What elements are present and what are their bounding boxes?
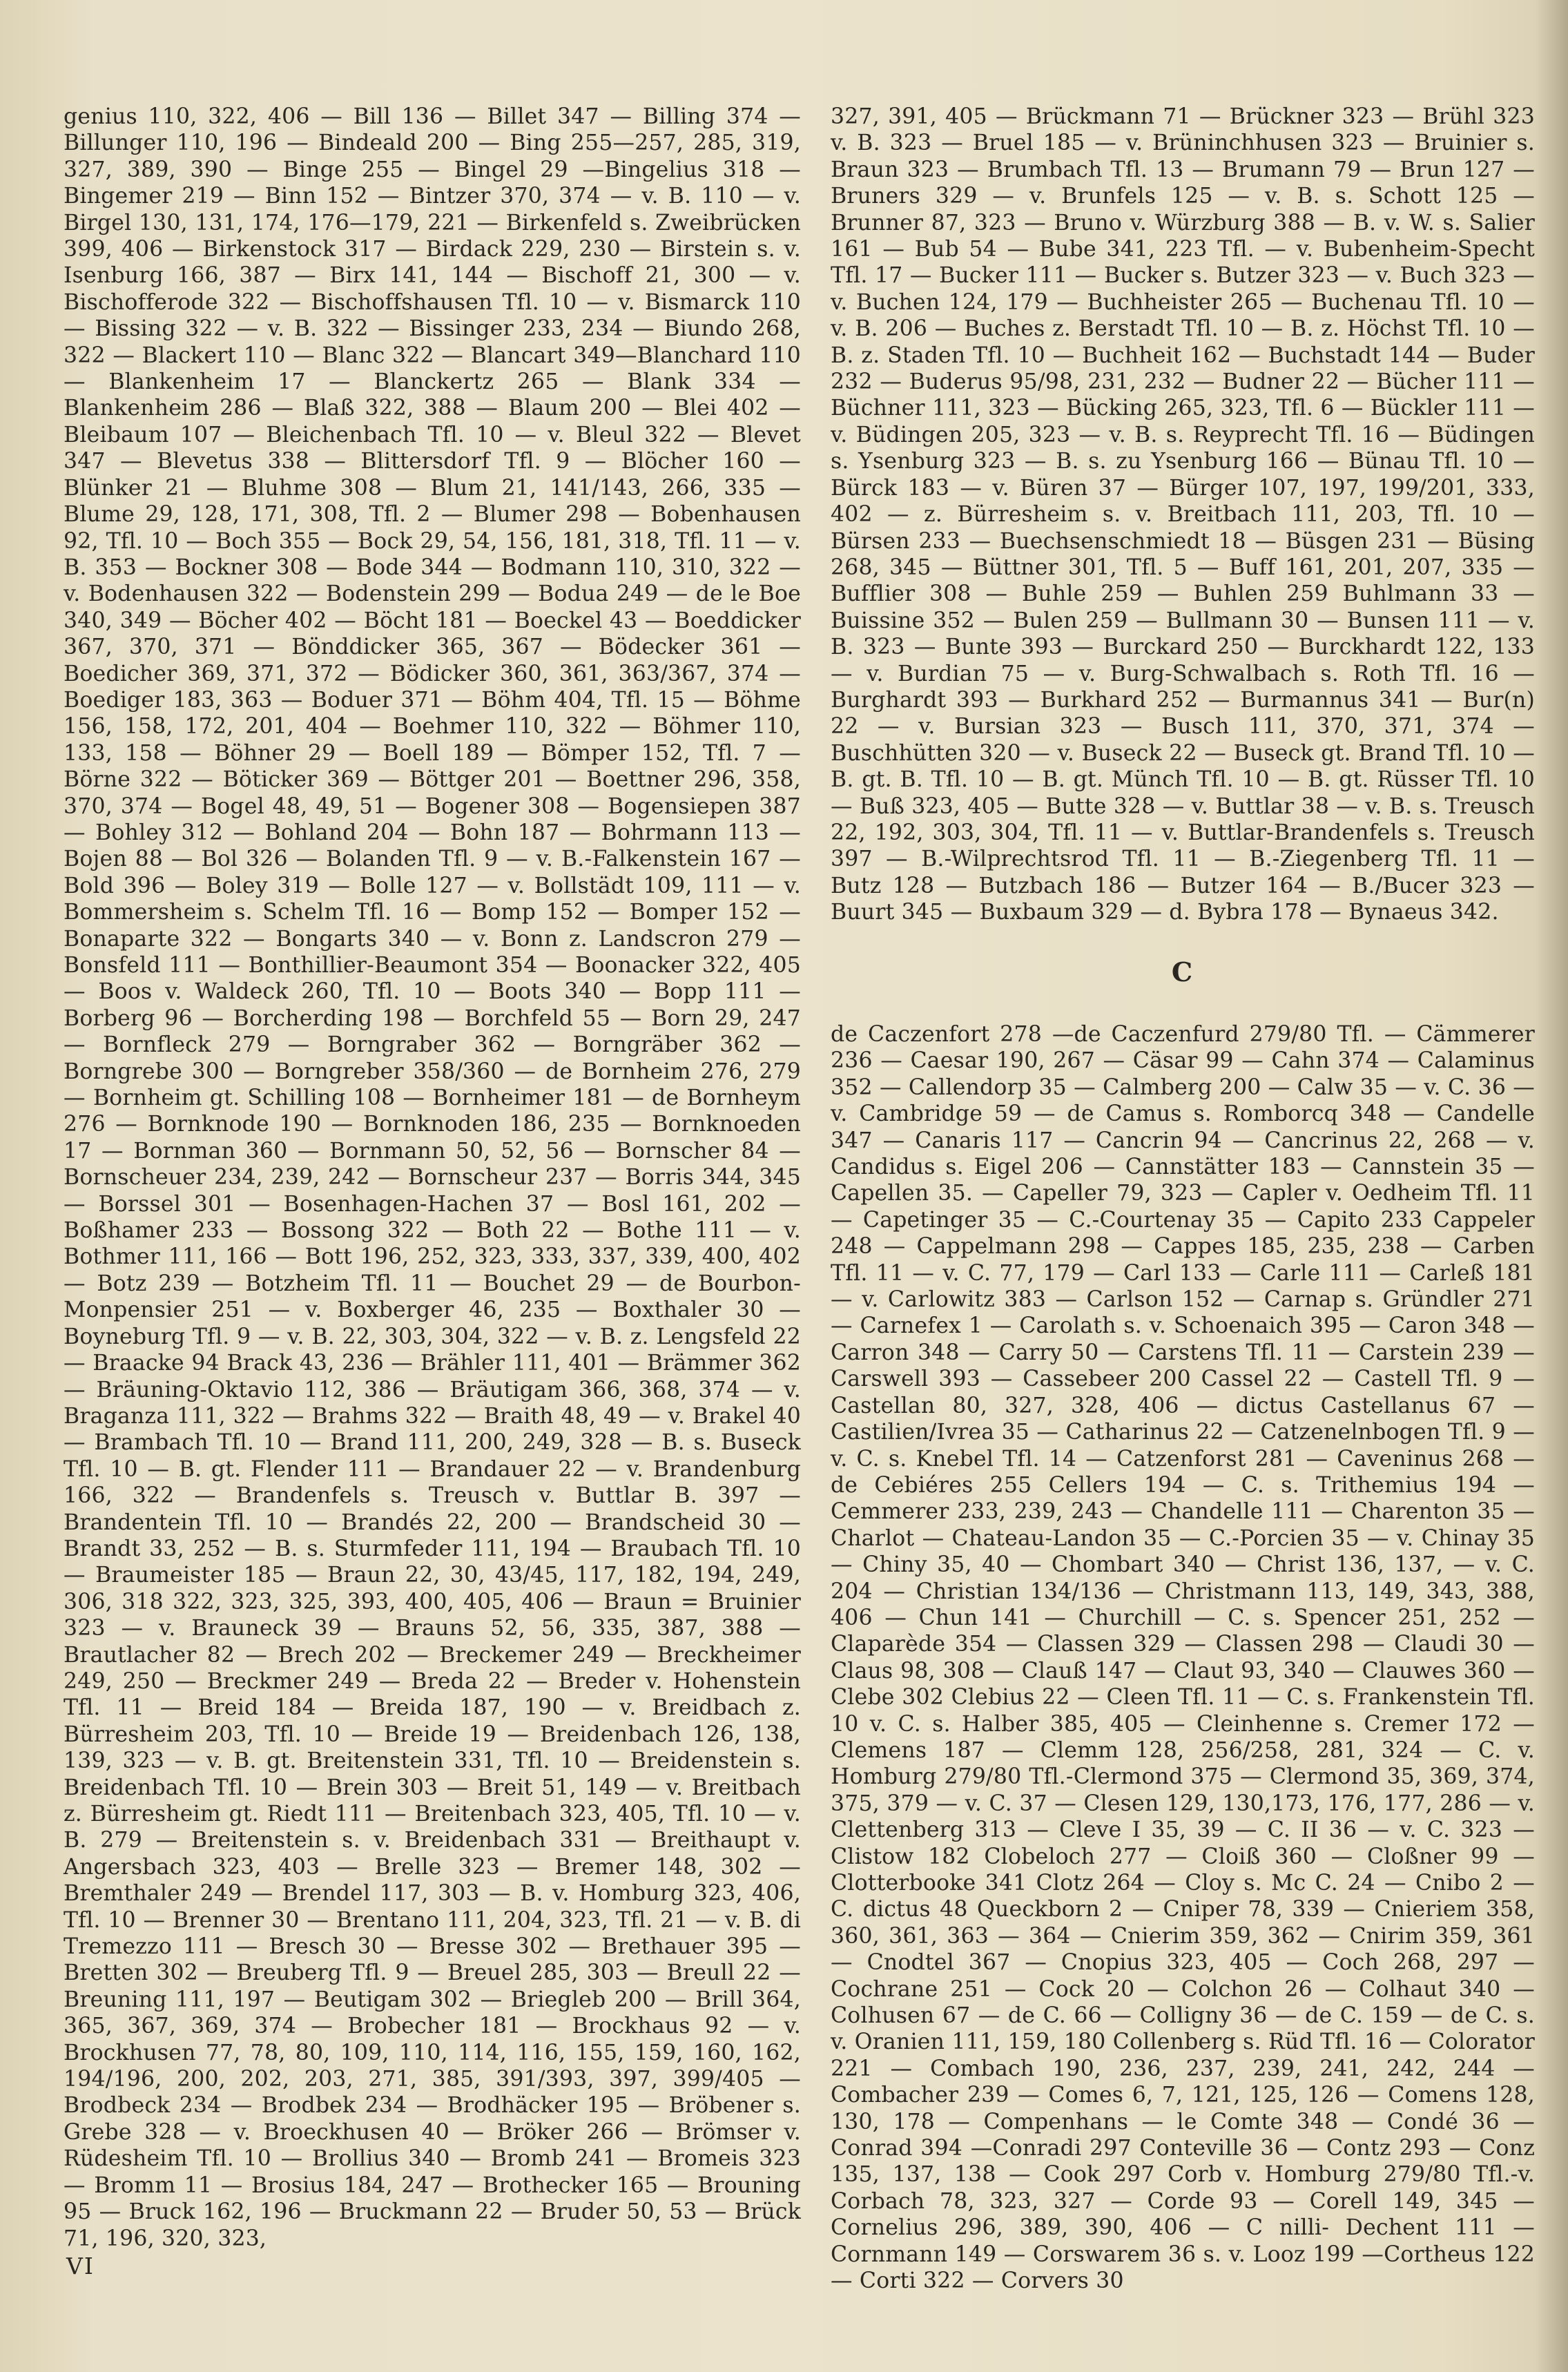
right-column-bottom-text: de Caczenfort 278 —de Caczenfurd 279/80 Tfl. — Cämmerer 236 — Caesar 190, 267 — Cäsar 99 — Cahn 374 — Calaminus 352 — Callendorp 35 — Calmberg 200 — Calw 35 — v. C. 36 — v. Cambridge 59 — de Camus s. Romborcq 348 — Candelle 347 — Canaris 117 — Cancrin 94 — Cancrinus 22, 268 — v. Candidus s. Eigel 206 — Cannstätter 183 — Cannstein 35 — Capellen 35. — Capeller 79, 323 — Capler v. Oedheim Tfl. 11 — Capetinger 35 — C.-Courtenay 35 — Capito 233 Cappeler 248 — Cappelmann 298 — Cappes 185, 235, 238 — Carben Tfl. 11 — v. C. 77, 179 — Carl 133 — Carle 111 — Carleß 181 — v. Carlowitz 383 — Carlson 152 — Carnap s. Gründler 271 — Carnefex 1 — Carolath s. v. Schoenaich 395 — Caron 348 — Carron 348 — Carry 50 — Carstens Tfl. 11 — Carstein 239 —Carswell 393 — Cassebeer 200 Cassel 22 — Castell Tfl. 9 — Castellan 80, 327, 328, 406 — dictus Castellanus 67 — Castilien/Ivrea 35 — Catharinus 22 — Catzenelnbogen Tfl. 9 — v. C. s. Knebel Tfl. 14 — Catzenforst 281 — Caveninus 268 — de Cebiéres 255 Cellers 194 — C. s. Trithemius 194 — Cemmerer 233, 239, 243 — Chandelle 111 — Charenton 35 — Charlot — Chateau-Landon 35 — C.-Porcien 35 — v. Chinay 35 — Chiny 35, 40 — Chombart 340 — Christ 136, 137, — v. C. 204 — Christian 134/136 — Christmann 113, 149, 343, 388, 406 — Chun 141 — Churchill — C. s. Spencer 251, 252 — Claparède 354 — Classen 329 — Classen 298 — Claudi 30 — Claus 98, 308 — Clauß 147 — Claut 93, 340 — Clauwes 360 — Clebe 302 Clebius 22 — Cleen Tfl. 11 — C. s. Frankenstein Tfl. 10 v. C. s. Halber 385, 405 — Cleinhenne s. Cremer 172 — Clemens 187 — Clemm 128, 256/258, 281, 324 — C. v. Homburg 279/80 Tfl.-Clermond 375 — Clermond 35, 369, 374, 375, 379 — v. C. 37 — Clesen 129, 130,173, 176, 177, 286 — v. Clettenberg 313 — Cleve I 35, 39 — C. II 36 — v. C. 323 —Clistow 182 Clobeloch 277 — Cloiß 360 — Cloßner 99 — Clotterbooke 341 Clotz 264 — Cloy s. Mc C. 24 — Cnibo 2 — C. dictus 48 Queckborn 2 — Cniper 78, 339 — Cnieriem 358, 360, 361, 363 — 364 — Cnierim 359, 362 — Cnirim 359, 361 — Cnodtel 367 — Cnopius 323, 405 — Coch 268, 297 — Cochrane 251 — Cock 20 — Colchon 26 — Colhaut 340 — Colhusen 67 — de C. 66 — Colligny 36 — de C. 159 — de C. s. v. Oranien 111, 159, 180 Collenberg s. Rüd Tfl. 16 — Colorator 221 — Combach 190, 236, 237, 239, 241, 242, 244 — Combacher 239 — Comes 6, 7, 121, 125, 126 — Comens 128, 130, 178 — Compenhans — le Comte 348 — Condé 36 — Conrad 394 —Conradi 297 Conteville 36 — Contz 293 — Conz 135, 137, 138 — Cook 297 Corb v. Homburg 279/80 Tfl.-v. Corbach 78, 323, 327 — Corde 93 — Corell 149, 345 — Cornelius 296, 389, 390, 406 — C nilli- Dechent 111 — Cornmann 149 — Corswarem 36 s. v. Looz 199 —Cortheus 122 — Corti 322 — Corvers 30 <box>831 1022 1535 2294</box>
right-column <box>831 104 1535 2295</box>
section-heading: C <box>1171 956 1194 987</box>
binding-edge-shadow <box>1535 0 1568 2372</box>
left-column-text: genius 110, 322, 406 — Bill 136 — Billet 347 — Billing 374 — Billunger 110, 196 — Bindeald 200 — Bing 255—257, 285, 319, 327, 389, 390 — Binge 255 — Bingel 29 —Bingelius 318 — Bingemer 219 — Binn 152 — Bintzer 370, 374 — v. B. 110 — v. Birgel 130, 131, 174, 176—179, 221 — Birkenfeld s. Zweibrücken 399, 406 — Birkenstock 317 — Birdack 229, 230 — Birstein s. v. Isenburg 166, 387 — Birx 141, 144 — Bischoff 21, 300 — v. Bischofferode 322 — Bischoffshausen Tfl. 10 — v. Bismarck 110 — Bissing 322 — v. B. 322 — Bissinger 233, 234 — Biundo 268, 322 — Blackert 110 — Blanc 322 — Blancart 349—Blanchard 110 — Blankenheim 17 — Blanckertz 265 — Blank 334 — Blankenheim 286 — Blaß 322, 388 — Blaum 200 — Blei 402 — Bleibaum 107 — Bleichenbach Tfl. 10 — v. Bleul 322 — Blevet 347 — Blevetus 338 — Blittersdorf Tfl. 9 — Blöcher 160 — Blünker 21 — Bluhme 308 — Blum 21, 141/143, 266, 335 — Blume 29, 128, 171, 308, Tfl. 2 — Blumer 298 — Bobenhausen 92, Tfl. 10 — Boch 355 — Bock 29, 54, 156, 181, 318, Tfl. 11 — v. B. 353 — Bockner 308 — Bode 344 — Bodmann 110, 310, 322 — v. Bodenhausen 322 — Bodenstein 299 — Bodua 249 — de le Boe 340, 349 — Böcher 402 — Böcht 181 — Boeckel 43 — Boeddicker 367, 370, 371 — Bönddicker 365, 367 — Bödecker 361 — Boedicher 369, 371, 372 — Bödicker 360, 361, 363/367, 374 — Boediger 183, 363 — Boduer 371 — Böhm 404, Tfl. 15 — Böhme 156, 158, 172, 201, 404 — Boehmer 110, 322 — Böhmer 110, 133, 158 — Böhner 29 — Boell 189 — Bömper 152, Tfl. 7 — Börne 322 — Böticker 369 — Böttger 201 — Boettner 296, 358, 370, 374 — Bogel 48, 49, 51 — Bogener 308 — Bogensiepen 387 — Bohley 312 — Bohland 204 — Bohn 187 — Bohrmann 113 — Bojen 88 — Bol 326 — Bolanden Tfl. 9 — v. B.-Falkenstein 167 — Bold 396 — Boley 319 — Bolle 127 — v. Bollstädt 109, 111 — v. Bommersheim s. Schelm Tfl. 16 — Bomp 152 — Bomper 152 — Bonaparte 322 — Bongarts 340 — v. Bonn z. Landscron 279 — Bonsfeld 111 — Bonthillier-Beaumont 354 — Boonacker 322, 405 — Boos v. Waldeck 260, Tfl. 10 — Boots 340 — Bopp 111 — Borberg 96 — Borcherding 198 — Borchfeld 55 — Born 29, 247 — Bornfleck 279 — Borngraber 362 — Borngräber 362 — Borngrebe 300 — Borngreber 358/360 — de Bornheim 276, 279 — Bornheim gt. Schilling 108 — Bornheimer 181 — de Bornheym 276 — Bornknode 190 — Bornknoden 186, 235 — Bornknoeden 17 — Bornman 360 — Bornmann 50, 52, 56 — Bornscher 84 — Bornscheuer 234, 239, 242 — Bornscheur 237 — Borris 344, 345 — Borssel 301 — Bosenhagen-Hachen 37 — Bosl 161, 202 — Boßhamer 233 — Bossong 322 — Both 22 — Bothe 111 — v. Bothmer 111, 166 — Bott 196, 252, 323, 333, 337, 339, 400, 402 — Botz 239 — Botzheim Tfl. 11 — Bouchet 29 — de Bourbon-Monpensier 251 — v. Boxberger 46, 235 — Boxthaler 30 — Boyneburg Tfl. 9 — v. B. 22, 303, 304, 322 — v. B. z. Lengsfeld 22 — Braacke 94 Brack 43, 236 — Brähler 111, 401 — Brämmer 362 — Bräuning-Oktavio 112, 386 — Bräutigam 366, 368, 374 — v. Braganza 111, 322 — Brahms 322 — Braith 48, 49 — v. Brakel 40 — Brambach Tfl. 10 — Brand 111, 200, 249, 328 — B. s. Buseck Tfl. 10 — B. gt. Flender 111 — Brandauer 22 — v. Brandenburg 166, 322 — Brandenfels s. Treusch v. Buttlar B. 397 — Brandentein Tfl. 10 — Brandés 22, 200 — Brandscheid 30 — Brandt 33, 252 — B. s. Sturmfeder 111, 194 — Braubach Tfl. 10 — Braumeister 185 — Braun 22, 30, 43/45, 117, 182, 194, 249, 306, 318 322, 323, 325, 393, 400, 405, 406 — Braun = Bruinier 323 — v. Brauneck 39 — Brauns 52, 56, 335, 387, 388 — Brautlacher 82 — Brech 202 — Breckemer 249 — Breckheimer 249, 250 — Breckmer 249 — Breda 22 — Breder v. Hohenstein Tfl. 11 — Breid 184 — Breida 187, 190 — v. Breidbach z. Bürresheim 203, Tfl. 10 — Breide 19 — Breidenbach 126, 138, 139, 323 — v. B. gt. Breitenstein 331, Tfl. 10 — Breidenstein s. Breidenbach Tfl. 10 — Brein 303 — Breit 51, 149 — v. Breitbach z. Bürresheim gt. Riedt 111 — Breitenbach 323, 405, Tfl. 10 — v. B. 279 — Breitenstein s. v. Breidenbach 331 — Breithaupt v. Angersbach 323, 403 — Brelle 323 — Bremer 148, 302 — Bremthaler 249 — Brendel 117, 303 — B. v. Homburg 323, 406, Tfl. 10 — Brenner 30 — Brentano 111, 204, 323, Tfl. 21 — v. B. di Tremezzo 111 — Bresch 30 — Bresse 302 — Brethauer 395 — Bretten 302 — Breuberg Tfl. 9 — Breuel 285, 303 — Breull 22 — Breuning 111, 197 — Beutigam 302 — Briegleb 200 — Brill 364, 365, 367, 369, 374 — Brobecher 181 — Brockhaus 92 — v. Brockhusen 77, 78, 80, 109, 110, 114, 116, 155, 159, 160, 162, 194/196, 200, 202, 203, 271, 385, 391/393, 397, 399/405 — Brodbeck 234 — Brodbek 234 — Brodhäcker 195 — Bröbener s. Grebe 328 — v. Broeckhusen 40 — Bröker 266 — Brömser v. Rüdesheim Tfl. 10 — Brollius 340 — Bromb 241 — Bromeis 323 — Bromm 11 — Brosius 184, 247 — Brothecker 165 — Brouning 95 — Bruck 162, 196 — Bruckmann 22 — Bruder 50, 53 — Brück 71, 196, 320, 323, <box>64 104 801 2251</box>
page-folio: VI <box>66 2253 95 2279</box>
right-column-top-text: 327, 391, 405 — Brückmann 71 — Brückner 323 — Brühl 323 v. B. 323 — Bruel 185 — v. Brüninchhusen 323 — Bruinier s. Braun 323 — Brumbach Tfl. 13 — Brumann 79 — Brun 127 — Bruners 329 — v. Brunfels 125 — v. B. s. Schott 125 — Brunner 87, 323 — Bruno v. Würzburg 388 — B. v. W. s. Salier 161 — Bub 54 — Bube 341, 223 Tfl. — v. Bubenheim-Specht Tfl. 17 — Bucker 111 — Bucker s. Butzer 323 — v. Buch 323 — v. Buchen 124, 179 — Buchheister 265 — Buchenau Tfl. 10 — v. B. 206 — Buches z. Berstadt Tfl. 10 — B. z. Höchst Tfl. 10 — B. z. Staden Tfl. 10 — Buchheit 162 — Buchstadt 144 — Buder 232 — Buderus 95/98, 231, 232 — Budner 22 — Bücher 111 — Büchner 111, 323 — Bücking 265, 323, Tfl. 6 — Bückler 111 — v. Büdingen 205, 323 — v. B. s. Reyprecht Tfl. 16 — Büdingen s. Ysenburg 323 — B. s. zu Ysenburg 166 — Bünau Tfl. 10 — Bürck 183 — v. Büren 37 — Bürger 107, 197, 199/201, 333, 402 — z. Bürresheim s. v. Breitbach 111, 203, Tfl. 10 — Bürsen 233 — Buechsenschmiedt 18 — Büsgen 231 — Büsing 268, 345 — Büttner 301, Tfl. 5 — Buff 161, 201, 207, 335 — Bufflier 308 — Buhle 259 — Buhlen 259 Buhlmann 33 — Buissine 352 — Bulen 259 — Bullmann 30 — Bunsen 111 — v. B. 323 — Bunte 393 — Burckard 250 — Burckhardt 122, 133 — v. Burdian 75 — v. Burg-Schwalbach s. Roth Tfl. 16 — Burghardt 393 — Burkhard 252 — Burmannus 341 — Bur(n) 22 — v. Bursian 323 — Busch 111, 370, 371, 374 — Buschhütten 320 — v. Buseck 22 — Buseck gt. Brand Tfl. 10 — B. gt. B. Tfl. 10 — B. gt. Münch Tfl. 10 — B. gt. Rüsser Tfl. 10 — Buß 323, 405 — Butte 328 — v. Buttlar 38 — v. B. s. Treusch 22, 192, 303, 304, Tfl. 11 — v. Buttlar-Brandenfels s. Treusch 397 — B.-Wilprechtsrod Tfl. 11 — B.-Ziegenberg Tfl. 11 — Butz 128 — Butzbach 186 — Butzer 164 — B./Bucer 323 — Buurt 345 — Buxbaum 329 — d. Bybra 178 — Bynaeus 342. <box>831 104 1535 925</box>
left-column <box>64 104 801 2252</box>
